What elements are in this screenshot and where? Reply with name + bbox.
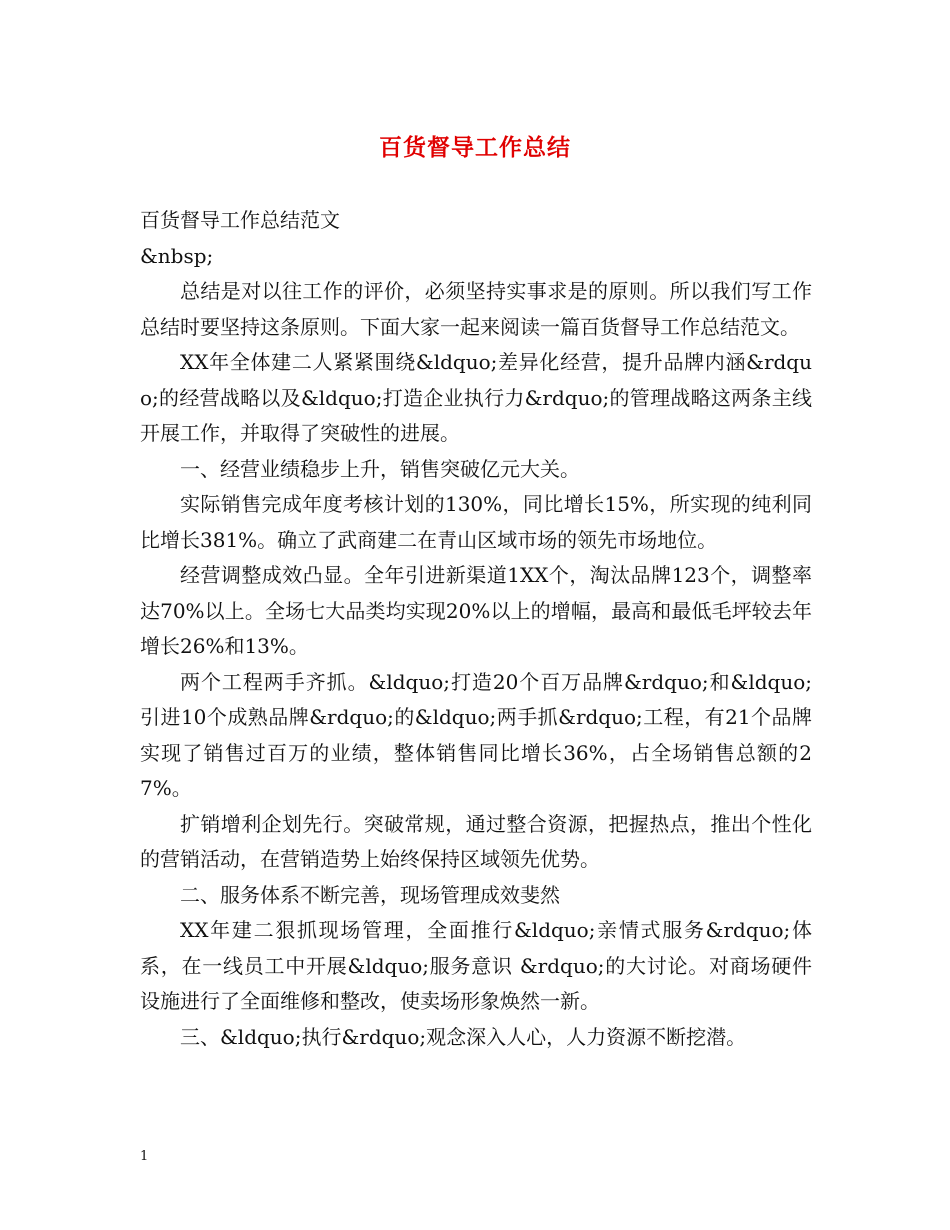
body-paragraph: XX年全体建二人紧紧围绕&ldquo;差异化经营，提升品牌内涵&rdquo;的经营战略以及&ldquo;打造企业执行力&rdquo;的管理战略这两条主线开展工作，并取得了突破性的进展。	[140, 350, 812, 445]
body-paragraph: 经营调整成效凸显。全年引进新渠道1XX个，淘汰品牌123个，调整率达70%以上。全场七大品类均实现20%以上的增幅，最高和最低毛坪较去年增长26%和13%。	[140, 563, 812, 658]
document-title: 百货督导工作总结	[379, 134, 571, 161]
body-paragraph: 两个工程两手齐抓。&ldquo;打造20个百万品牌&rdquo;和&ldquo;引进10个成熟品牌&rdquo;的&ldquo;两手抓&rdquo;工程，有21个品牌实现了销售过百万的业绩，整体销售同比增长36%，占全场销售总额的27%。	[140, 669, 812, 800]
body-paragraph: &nbsp;	[140, 243, 214, 268]
body-paragraph: 实际销售完成年度考核计划的130%，同比增长15%，所实现的纯利同比增长381%。确立了武商建二在青山区域市场的领先市场地位。	[140, 492, 812, 552]
body-paragraph: XX年建二狠抓现场管理，全面推行&ldquo;亲情式服务&rdquo;体系，在一线员工中开展&ldquo;服务意识 &rdquo;的大讨论。对商场硬件设施进行了全面维修和整改，使卖场形象焕然一新。	[140, 918, 812, 1013]
body-paragraph: 扩销增利企划先行。突破常规，通过整合资源，把握热点，推出个性化的营销活动，在营销造势上始终保持区域领先优势。	[140, 811, 812, 871]
body-paragraph: 总结是对以往工作的评价，必须坚持实事求是的原则。所以我们写工作总结时要坚持这条原则。下面大家一起来阅读一篇百货督导工作总结范文。	[140, 279, 812, 339]
body-paragraph: 二、服务体系不断完善，现场管理成效斐然	[180, 882, 560, 907]
body-paragraph: 三、&ldquo;执行&rdquo;观念深入人心，人力资源不断挖潜。	[180, 1024, 747, 1049]
body-paragraph: 一、经营业绩稳步上升，销售突破亿元大关。	[180, 456, 580, 481]
document-body	[140, 203, 812, 1055]
page-number: 1	[140, 1149, 149, 1164]
body-paragraph: 百货督导工作总结范文	[140, 208, 340, 232]
